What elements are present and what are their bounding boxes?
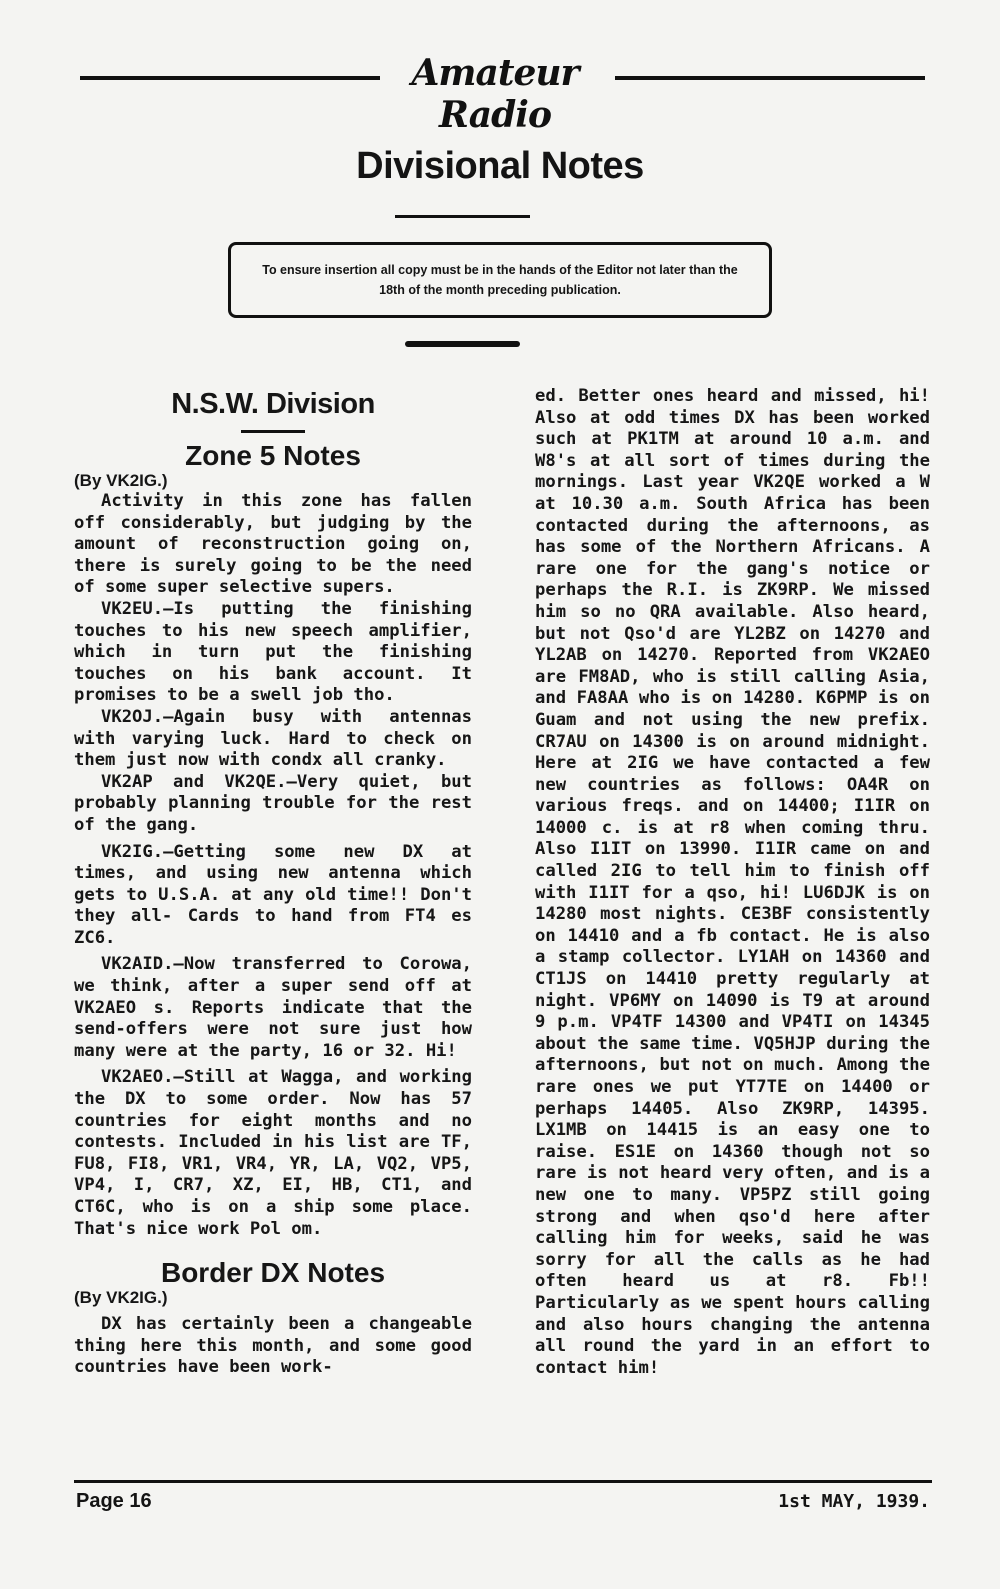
page-title: Divisional Notes (356, 145, 644, 187)
editor-notice-box (228, 242, 772, 318)
paragraph: DX has certainly been a changeable thing here this month, and some good countries have been work- (74, 1314, 472, 1378)
paragraph: VK2IG.—Getting some new DX at times, and using new antenna which gets to U.S.A. at any old time!! Don't they all- Cards to hand from FT4 es ZC6. (74, 841, 472, 948)
ornament-divider (405, 341, 520, 347)
issue-date: 1st MAY, 1939. (778, 1491, 930, 1512)
paragraph: ed. Better ones heard and missed, hi! Also at odd times DX has been worked such at PK1TM at around 10 a.m. and W8's at all sort of times during the mornings. Last year VK2QE worked a W at 10.30 a.m. South Africa has been contacted during the afternoons, as has some of the Northern Africans. A rare one for the gang's notice or perhaps the R.I. is ZK9RP. We missed him so no QRA available. Also heard, but not Qso'd are YL2BZ on 14270 and YL2AB on 14270. Reported from VK2AEO are FM8AD, who is still calling Asia, and FA8AA who is on 14280. K6PMP is on Guam and not using the new prefix. CR7AU on 14300 is on around midnight. Here at 2IG we have contacted a few new countries as follows: OA4R on various freqs. and on 14400; I1IR on 14000 c. is at r8 when coming thru. Also I1IT on 13990. I1IR came on and called 2IG to tell him to finish off with I1IT for a qso, hi! LU6DJK is on 14280 most nights. CE3BF consistently on 14410 and a fb contact. He is also a stamp collector. LY1AH on 14360 and CT1JS on 14410 pretty regularly at night. VP6MY on 14090 is T9 at around 9 p.m. VP4TF 14300 and VP4TI on 14345 about the same time. VQ5HJP during the afternoons, but not on much. Among the rare ones we put YT7TE on 14400 or perhaps 14405. Also ZK9RP, 14395. LX1MB on 14415 is an easy one to raise. ES1E on 14360 though not so rare is not heard very often, and is a new one to many. VP5PZ still going strong and when qso'd here after calling him for weeks, said he was sorry for all the calls as he had often heard us at r8. Fb!! Particularly as we spent hours calling and also hours changing the antenna all round the yard in an effort to contact him! (535, 386, 930, 1378)
border-byline: (By VK2IG.) (74, 1288, 168, 1308)
masthead-logo: Amateur Radio (411, 52, 579, 136)
left-column (74, 388, 472, 1379)
masthead-rule-left (80, 76, 380, 80)
masthead (80, 52, 925, 136)
zone-byline: (By VK2IG.) (74, 471, 168, 490)
paragraph: VK2AEO.—Still at Wagga, and working the DX to some order. Now has 57 countries for eight months and no contests. Included in his list are TF, FU8, FI8, VR1, VR4, YR, LA, VQ2, VP5, VP4, I, CR7, XZ, EI, HB, CT1, and CT6C, who is on a ship some place. That's nice work Pol om. (74, 1067, 472, 1239)
zone-heading: Zone 5 Notes (185, 440, 361, 471)
paragraph: VK2EU.—Is putting the finishing touches to his new speech amplifier, which in turn put the finishing touches on his bank account. It promises to be a swell job tho. (74, 598, 472, 706)
footer-rule (74, 1480, 932, 1483)
page-number: Page 16 (76, 1490, 152, 1512)
editor-notice-text: To ensure insertion all copy must be in the hands of the Editor not later than the 18th of the month preceding publication. (262, 263, 738, 297)
right-column (535, 386, 930, 1379)
paragraph: Activity in this zone has fallen off considerably, but judging by the amount of reconstruction going on, there is surely going to be the need of some super selective supers. (74, 491, 472, 598)
border-heading: Border DX Notes (160, 1257, 386, 1289)
division-rule (241, 430, 305, 433)
division-heading: N.S.W. Division (171, 388, 375, 420)
masthead-rule-right (615, 76, 925, 80)
title-rule (395, 215, 530, 218)
paragraph: VK2AP and VK2QE.—Very quiet, but probably planning trouble for the rest of the gang. (74, 771, 472, 835)
paragraph: VK2AID.—Now transferred to Corowa, we think, after a super send off at VK2AEO s. Reports indicate that the send-offers were not sure just how many were at the party, 16 or 32. Hi! (74, 954, 472, 1061)
paragraph: VK2OJ.—Again busy with antennas with varying luck. Hard to check on them just now with condx all cranky. (74, 706, 472, 771)
